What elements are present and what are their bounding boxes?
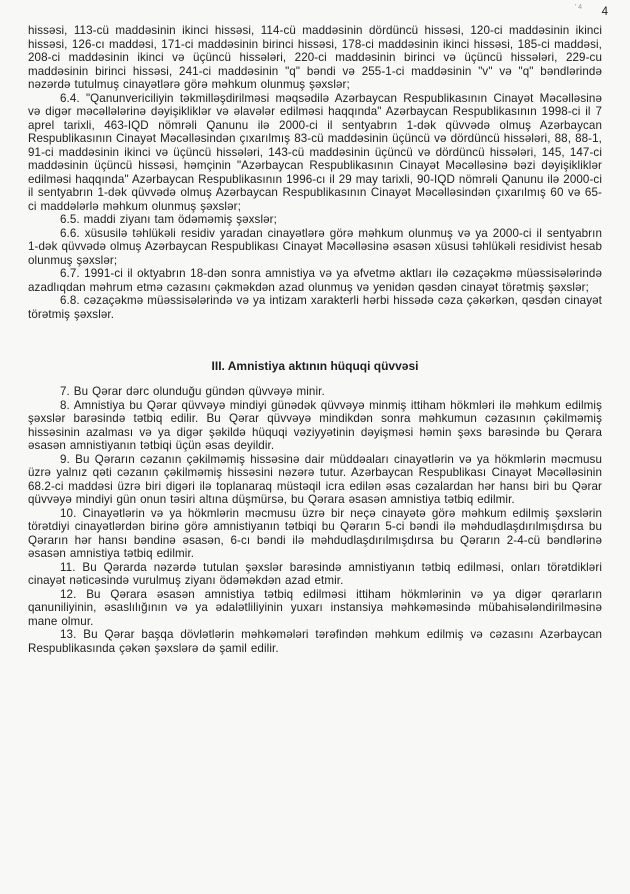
paragraph-13: 13. Bu Qərar başqa dövlətlərin məhkəmələri tərəfindən məhkum edilmiş və cəzasını Azərbaycan Respublikasında çəkən şəxslərə də şamil edilir. xyxy=(28,628,602,655)
paragraph-10: 10. Cinayətlərin və ya hökmlərin məcmusu üzrə bir neçə cinayətə görə məhkum edilmiş şəxslərin törətdiyi cinayətlərdən birinə görə amnistiyanın tətbiqi bu Qərarın 5-ci bəndi ilə məhdudlaşdırılmışdırsa bu Qərarın hər hansı bəndinə əsasən, 6-cı bəndi ilə məhdudlaşdırılmışdırsa bu Qərarın 2-4-cü bəndlərinə əsasən amnistiya tətbiq edilmir. xyxy=(28,506,602,560)
paragraph-11: 11. Bu Qərarda nəzərdə tutulan şəxslər barəsində amnistiyanın tətbiq edilməsi, onları törətdikləri cinayət nəticəsində vurulmuş ziyanı ödəməkdən azad etmir. xyxy=(28,560,602,587)
paragraph-8: 8. Amnistiya bu Qərar qüvvəyə mindiyi günədək qüvvəyə minmiş ittiham hökmləri ilə məhkum edilmiş şəxslər barəsində tətbiq edilir. Bu Qərar qüvvəyə mindikdən sonra məhkumun cəzasının çəkilməmiş hissəsinin azalması və ya digər şəkildə hüquqi vəziyyətinin dəyişməsi həmin şəxs barəsində bu Qərara əsasən amnistiyanın tətbiqi üçün əsas deyildir. xyxy=(28,398,602,452)
item-6-5: 6.5. maddi ziyanı tam ödəməmiş şəxslər; xyxy=(60,213,277,226)
intro-continuation-paragraph: hissəsi, 113-cü maddəsinin ikinci hissəsi, 114-cü maddəsinin dördüncü hissəsi, 120-ci maddəsinin ikinci hissəsi, 126-cı maddəsi, 171-ci maddəsinin birinci hissəsi, 178-ci maddəsinin ikinci hissəsi, 185-ci maddəsi, 208-ci maddəsinin ikinci və üçüncü hissələri, 220-ci maddəsinin birinci və üçüncü hissələri, 229-cu maddəsinin birinci hissəsi, 241-ci maddəsinin "q" bəndi və 255-1-ci maddəsinin "v" və "q" bəndlərində nəzərdə tutulmuş cinayətlərə görə məhkum olunmuş şəxslər; xyxy=(28,24,602,91)
item-6-4: 6.4. "Qanunvericiliyin təkmilləşdirilməsi məqsədilə Azərbaycan Respublikasının Cinayət Məcəlləsinə və digər məcəllələrinə dəyişikliklər və əlavələr edilməsi haqqında" Azərbaycan Respublikasının 1998-ci il 7 aprel tarixli, 463-IQD nömrəli Qanunu ilə 2000-ci il sentyabrın 1-dək qüvvədə olmuş Azərbaycan Respublikasının Cinayət Məcəlləsindən çıxarılmış 83-cü maddəsinin üçüncü və dördüncü hissələri, 88, 88-1, 91-ci maddəsinin ikinci və üçüncü hissələri, 143-cü maddəsinin üçüncü və dördüncü hissələri, 145, 147-ci maddəsinin üçüncü hissəsi, həmçinin "Azərbaycan Respublikasının Cinayət Məcəlləsinə bəzi dəyişikliklər edilməsi haqqında" Azərbaycan Respublikasının 1996-cı il 29 may tarixli, 90-IQD nömrəli Qanunu ilə 2000-ci il sentyabrın 1-dək qüvvədə olmuş Azərbaycan Respublikasının Cinayət Məcəlləsindən çıxarılmış 60 və 65-ci maddələrlə məhkum olunmuş şəxslər; xyxy=(28,91,602,213)
section-3-heading: III. Amnistiya aktının hüquqi qüvvəsi xyxy=(211,359,419,373)
page-number: 4 xyxy=(601,6,608,18)
section-3-body xyxy=(28,385,602,655)
paragraph-12: 12. Bu Qərara əsasən amnistiya tətbiq edilməsi ittiham hökmlərinin və ya digər qərarların qanuniliyinin, əsaslılığının və ya ədalətliliyinin yuxarı instansiya məhkəməsində mübahisələndirilməsinə mane olmur. xyxy=(28,587,602,628)
item-6-8: 6.8. cəzaçəkmə müəssisələrində və ya intizam xarakterli hərbi hissədə cəza çəkərkən, qəsdən cinayət törətmiş şəxslər. xyxy=(28,294,602,321)
item-6-6: 6.6. xüsusilə təhlükəli residiv yaradan cinayətlərə görə məhkum olunmuş və ya 2000-ci il sentyabrın 1-dək qüvvədə olmuş Azərbaycan Respublikası Cinayət Məcəlləsinə əsasən xüsusi təhlükəli residivist hesab olunmuş şəxslər; xyxy=(28,226,602,267)
item-6-7: 6.7. 1991-ci il oktyabrın 18-dən sonra amnistiya və ya əfvetmə aktları ilə cəzaçəkmə müəssisələrində azadlıqdan məhrum etmə cəzasını çəkməkdən azad olunmuş və yenidən qəsdən cinayət törətmiş şəxslər; xyxy=(28,267,602,294)
paragraph-9: 9. Bu Qərarın cəzanın çəkilməmiş hissəsinə dair müddəaları cinayətlərin və ya hökmlərin məcmusu üzrə yalnız qəti cəzanın çəkilməmiş hissəsini nəzərə tutur. Azərbaycan Respublikası Cinayət Məcəlləsinin 68.2-ci maddəsi üzrə biri digəri ilə toplanaraq müstəqil icra edilən əsas cəzalardan hər hansı biri bu Qərar qüvvəyə mindiyi gün onun təsiri altına düşmürsə, bu Qərara əsasən amnistiya tətbiq edilmir. xyxy=(28,452,602,506)
corner-mark: ' 4 xyxy=(574,4,582,11)
article-6-continuation xyxy=(28,0,602,321)
paragraph-7: 7. Bu Qərar dərc olunduğu gündən qüvvəyə minir. xyxy=(60,385,325,398)
